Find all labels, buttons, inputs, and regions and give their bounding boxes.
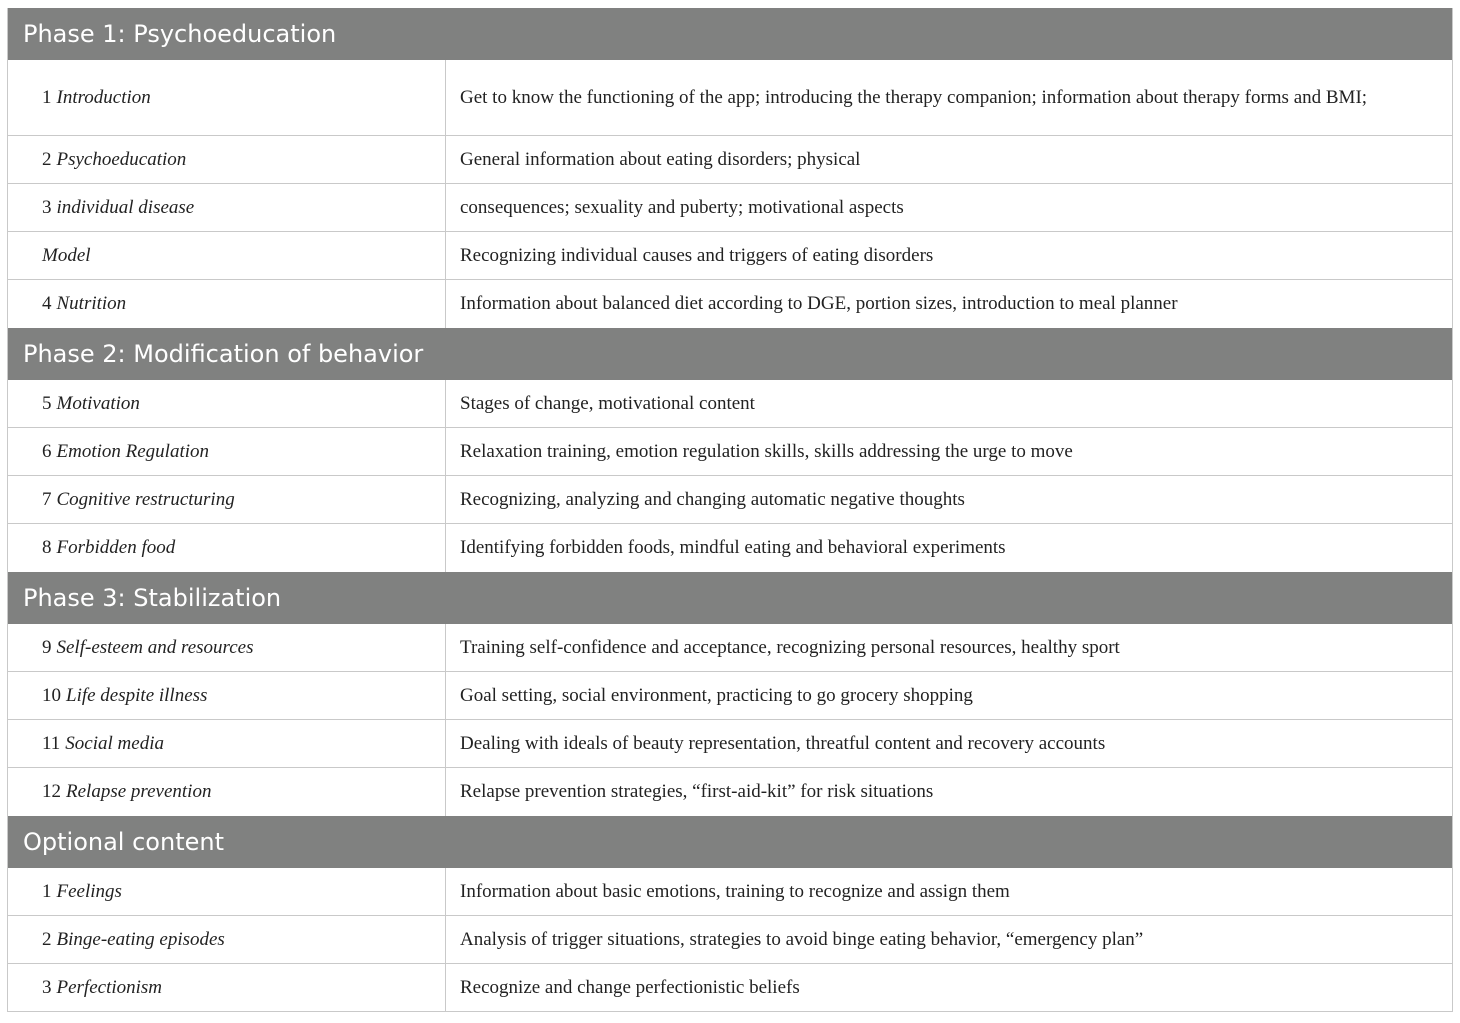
module-number: 10 [42,684,61,706]
module-number: 3 [42,196,52,218]
module-number: 2 [42,148,52,170]
module-name: Motivation [56,392,140,414]
table-row [8,916,1452,964]
module-number: 12 [42,781,61,802]
module-description: Dealing with ideals of beauty representation, threatful content and recovery accounts [460,732,1106,754]
table-row [8,624,1452,672]
table-row [8,232,1452,280]
module-description: Relapse prevention strategies, “first-aid-kit” for risk situations [460,781,934,802]
module-name: Model [42,244,91,266]
table-row [8,380,1452,428]
module-description: Recognizing, analyzing and changing automatic negative thoughts [460,488,965,510]
module-description: Recognizing individual causes and triggers of eating disorders [460,244,934,266]
module-cell [8,868,446,915]
module-cell [8,524,446,572]
module-description: Training self-confidence and acceptance, recognizing personal resources, healthy sport [460,636,1120,658]
table-row [8,672,1452,720]
module-description: consequences; sexuality and puberty; motivational aspects [460,196,904,218]
module-cell [8,280,446,328]
module-description: Stages of change, motivational content [460,392,755,414]
module-number: 2 [42,928,52,950]
module-cell [8,476,446,523]
module-number: 8 [42,537,52,558]
table-row [8,868,1452,916]
module-description: Information about balanced diet according to DGE, portion sizes, introduction to meal planner [460,293,1178,314]
table-row [8,524,1452,572]
module-cell [8,380,446,427]
table-row [8,720,1452,768]
module-description: Identifying forbidden foods, mindful eating and behavioral experiments [460,537,1006,558]
module-name: Nutrition [56,293,127,314]
module-name: Perfectionism [56,976,163,998]
module-name: Emotion Regulation [56,440,210,462]
module-number: 7 [42,488,52,510]
table-row [8,428,1452,476]
phase-2-header: Phase 2: Modification of behavior [8,328,1452,380]
module-description: Relaxation training, emotion regulation skills, skills addressing the urge to move [460,440,1073,462]
module-table [7,8,1453,1012]
module-name: Feelings [56,880,122,902]
table-row [8,280,1452,328]
module-name: Social media [65,732,164,754]
table-row [8,964,1452,1012]
module-number: 6 [42,440,52,462]
module-cell [8,964,446,1011]
module-name: individual disease [56,196,195,218]
module-cell [8,720,446,767]
module-description: Get to know the functioning of the app; introducing the therapy companion; information about therapy forms and BMI; [460,86,1368,108]
module-cell [8,184,446,231]
module-number: 1 [42,86,52,108]
table-row [8,476,1452,524]
module-cell [8,136,446,183]
module-number: 4 [42,293,52,314]
module-description: Recognize and change perfectionistic beliefs [460,976,800,998]
module-name: Forbidden food [56,537,176,558]
module-name: Self-esteem and resources [56,636,254,658]
module-name: Cognitive restructuring [56,488,235,510]
module-name: Psychoeducation [56,148,187,170]
module-cell [8,232,446,279]
module-name: Binge-eating episodes [56,928,225,950]
module-name: Introduction [56,86,151,108]
table-row [8,768,1452,816]
module-cell [8,768,446,816]
table-row [8,60,1452,136]
module-name: Relapse prevention [66,781,212,802]
module-cell [8,624,446,671]
phase-1-header: Phase 1: Psychoeducation [8,8,1452,60]
module-name: Life despite illness [66,684,208,706]
module-number: 11 [42,732,61,754]
phase-3-header: Phase 3: Stabilization [8,572,1452,624]
table-row [8,184,1452,232]
module-cell [8,60,446,135]
table-row [8,136,1452,184]
module-description: Goal setting, social environment, practicing to go grocery shopping [460,684,973,706]
module-description: Information about basic emotions, training to recognize and assign them [460,880,1010,902]
module-cell [8,428,446,475]
module-number: 1 [42,880,52,902]
module-number: 9 [42,636,52,658]
module-cell [8,672,446,719]
module-number: 5 [42,392,52,414]
module-number: 3 [42,976,52,998]
module-description: Analysis of trigger situations, strategies to avoid binge eating behavior, “emergency plan” [460,928,1144,950]
optional-content-header: Optional content [8,816,1452,868]
module-cell [8,916,446,963]
module-description: General information about eating disorders; physical [460,148,861,170]
